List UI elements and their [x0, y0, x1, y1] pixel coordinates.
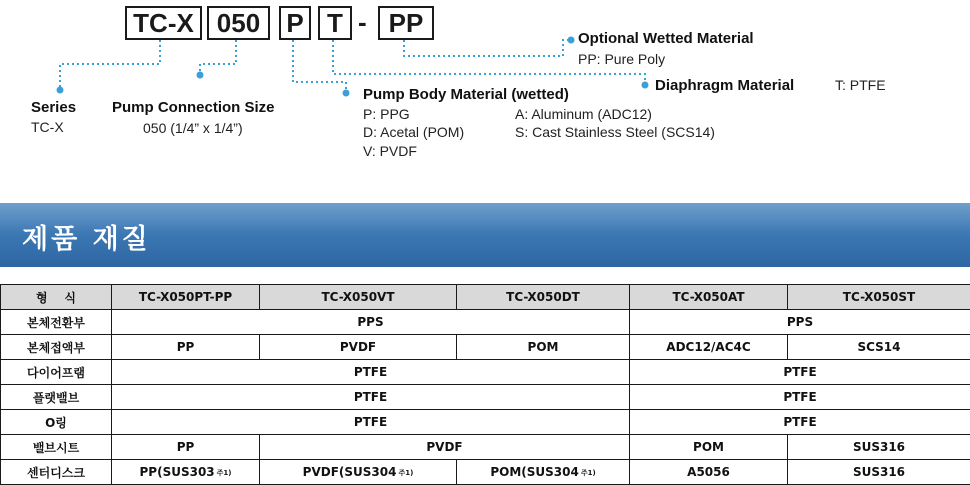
wetted-value: PP: Pure Poly — [578, 51, 665, 67]
row-label: 다이어프램 — [1, 360, 112, 385]
table-cell — [112, 385, 630, 410]
code-diaphragm: T — [327, 8, 343, 38]
cell-text: A5056 — [687, 465, 730, 479]
cell-footnote: 주1) — [581, 469, 596, 477]
row-label: O링 — [1, 410, 112, 435]
table-cell — [788, 460, 970, 485]
material-table — [0, 284, 970, 485]
cell-text: PPS — [787, 315, 813, 329]
header-model-cell: TC-X050AT — [630, 285, 788, 310]
connector-series — [60, 40, 160, 88]
series-value: TC-X — [31, 119, 64, 135]
table-cell — [112, 335, 260, 360]
table-cell — [630, 385, 970, 410]
cell-text: POM — [528, 340, 559, 354]
table-cell — [457, 460, 630, 485]
connector-wetted-dot — [568, 37, 575, 44]
row-label: 본체접액부 — [1, 335, 112, 360]
cell-text: PTFE — [783, 390, 816, 404]
connection-title: Pump Connection Size — [112, 99, 275, 116]
header-model-cell: TC-X050PT-PP — [112, 285, 260, 310]
table-cell — [112, 410, 630, 435]
cell-text: PTFE — [783, 365, 816, 379]
table-row — [1, 410, 970, 435]
cell-text: PP — [177, 440, 195, 454]
table-cell — [788, 335, 970, 360]
table-row — [1, 310, 970, 335]
table-row — [1, 385, 970, 410]
cell-footnote: 주1) — [398, 469, 413, 477]
table-cell — [260, 335, 457, 360]
cell-footnote: 주1) — [217, 469, 232, 477]
body-option-a: A: Aluminum (ADC12) — [515, 106, 652, 122]
table-cell — [630, 335, 788, 360]
body-option-s: S: Cast Stainless Steel (SCS14) — [515, 124, 715, 140]
table-cell — [112, 435, 260, 460]
row-label: 본체전환부 — [1, 310, 112, 335]
body-option-p: P: PPG — [363, 106, 410, 122]
header-type-cell: 형 식 — [1, 285, 112, 310]
cell-text: PTFE — [783, 415, 816, 429]
table-row — [1, 460, 970, 485]
connector-body — [293, 40, 346, 90]
cell-text: ADC12/AC4C — [666, 340, 750, 354]
code-body: P — [286, 8, 303, 38]
connector-wetted — [404, 40, 568, 56]
table-row — [1, 360, 970, 385]
cell-text: PVDF(SUS304 — [303, 465, 397, 479]
cell-text: SUS316 — [853, 465, 905, 479]
table-cell — [260, 435, 630, 460]
cell-text: PTFE — [354, 390, 387, 404]
table-cell — [260, 460, 457, 485]
header-model-cell: TC-X050ST — [788, 285, 970, 310]
connector-diaphragm-dot — [642, 82, 649, 89]
cell-text: PP(SUS303 — [140, 465, 215, 479]
cell-text: POM(SUS304 — [490, 465, 579, 479]
code-separator: - — [358, 6, 367, 38]
cell-text: PTFE — [354, 365, 387, 379]
table-cell — [630, 410, 970, 435]
connector-body-dot — [343, 90, 350, 97]
table-cell — [630, 460, 788, 485]
table-row — [1, 435, 970, 460]
table-cell — [112, 310, 630, 335]
diaphragm-title: Diaphragm Material — [655, 77, 794, 94]
wetted-title: Optional Wetted Material — [578, 30, 754, 47]
diaphragm-value: T: PTFE — [835, 77, 886, 93]
cell-text: PPS — [357, 315, 383, 329]
section-title: 제품 재질 — [22, 217, 151, 256]
series-title: Series — [31, 99, 76, 116]
table-cell — [630, 360, 970, 385]
code-series: TC-X — [133, 8, 194, 38]
cell-text: PVDF — [340, 340, 376, 354]
table-cell — [112, 360, 630, 385]
connector-size-dot — [197, 72, 204, 79]
cell-text: PTFE — [354, 415, 387, 429]
cell-text: SUS316 — [853, 440, 905, 454]
body-option-d: D: Acetal (POM) — [363, 124, 464, 140]
cell-text: SCS14 — [857, 340, 900, 354]
table-header-row — [1, 285, 970, 310]
body-option-v: V: PVDF — [363, 143, 417, 159]
row-label: 플랫밸브 — [1, 385, 112, 410]
cell-text: POM — [693, 440, 724, 454]
body-material-title: Pump Body Material (wetted) — [363, 86, 569, 103]
table-cell — [457, 335, 630, 360]
code-wetted: PP — [389, 8, 424, 38]
table-cell — [112, 460, 260, 485]
section-banner — [0, 203, 970, 267]
connection-value: 050 (1/4” x 1/4”) — [143, 120, 243, 136]
cell-text: PVDF — [426, 440, 462, 454]
connector-size — [200, 40, 236, 72]
header-model-cell: TC-X050VT — [260, 285, 457, 310]
table-row — [1, 335, 970, 360]
header-model-cell: TC-X050DT — [457, 285, 630, 310]
connector-series-dot — [57, 87, 64, 94]
table-cell — [630, 435, 788, 460]
cell-text: PP — [177, 340, 195, 354]
table-cell — [630, 310, 970, 335]
row-label: 밸브시트 — [1, 435, 112, 460]
table-cell — [788, 435, 970, 460]
row-label: 센터디스크 — [1, 460, 112, 485]
code-size: 050 — [217, 8, 260, 38]
